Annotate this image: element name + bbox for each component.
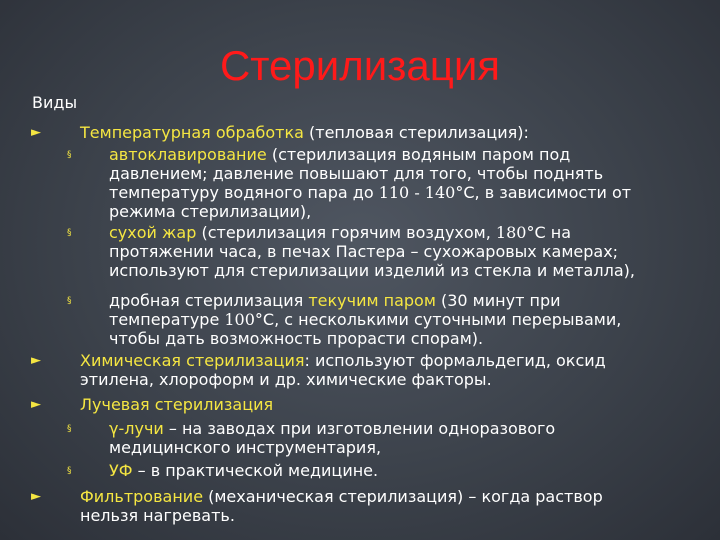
list-item-dry-heat [109,223,704,280]
square-bullet-icon: § [67,228,72,238]
desc-fractional-line3: чтобы дать возможность прорасти спорам). [109,329,484,348]
desc-fractional: (30 минут при [435,291,561,310]
desc-gamma: – на заводах при изготовлении одноразового [163,419,556,438]
desc-dry-heat-b: С на [534,223,571,242]
temp-fractional: 100° [224,310,263,329]
square-bullet-icon: § [67,296,72,306]
square-bullet-icon: § [67,466,72,476]
list-item-chemical [80,351,680,389]
arrow-bullet-icon: ► [31,489,41,504]
section-heading: Виды [32,93,78,112]
arrow-bullet-icon: ► [31,353,41,368]
temp-dry-heat: 180° [495,223,535,242]
desc-autoclave-line3a: температуру водяного пара до [109,183,379,202]
term-uv: УФ [109,461,133,480]
desc-dry-heat-line2: протяжении часа, в печах Пастера – сухожаровых камерах; [109,242,619,261]
term-thermal: Температурная обработка [80,123,304,142]
list-item-fractional [109,291,704,348]
desc-uv: – в практической медицине. [132,461,379,480]
desc-gamma-line2: медицинского инструментария, [109,438,382,457]
desc-dry-heat-line3: используют для стерилизации изделий из стекла и металла), [109,261,635,280]
desc-autoclave-line4: режима стерилизации), [109,202,312,221]
list-item-uv [109,461,704,480]
desc-thermal: (тепловая стерилизация): [303,123,529,142]
arrow-bullet-icon: ► [31,125,41,140]
desc-filtration: (механическая стерилизация) – когда раствор [203,487,603,506]
desc-dry-heat: (стерилизация горячим воздухом, [196,223,496,242]
square-bullet-icon: § [67,150,72,160]
term-radiation: Лучевая стерилизация [80,395,274,414]
term-steam: текучим паром [308,291,436,310]
list-item-filtration [80,487,680,525]
term-fractional: дробная стерилизация [109,291,309,310]
desc-autoclave-line2: давлением; давление повышают для того, чтобы поднять [109,164,604,183]
desc-chemical: : используют формальдегид, оксид [304,351,606,370]
term-chemical: Химическая стерилизация [80,351,305,370]
term-filtration: Фильтрование [80,487,204,506]
square-bullet-icon: § [67,424,72,434]
list-item-autoclave [109,145,704,221]
list-item-gamma [109,419,704,457]
list-item-radiation [80,395,680,414]
list-item-thermal [80,123,680,142]
term-gamma: γ-лучи [109,419,164,438]
desc-filtration-line2: нельзя нагревать. [80,506,235,525]
term-autoclave: автоклавирование [109,145,267,164]
desc-fractional-line2a: температуре [109,310,225,329]
desc-chemical-line2: этилена, хлороформ и др. химические факторы. [80,370,492,389]
term-dry-heat: сухой жар [109,223,197,242]
desc-autoclave-line3b: С, в зависимости от [463,183,632,202]
temp-autoclave: 110 - 140° [378,183,464,202]
desc-autoclave: (стерилизация водяным паром под [266,145,571,164]
slide-title: Стерилизация [219,42,501,89]
desc-fractional-line2b: С, с несколькими суточными перерывами, [262,310,622,329]
arrow-bullet-icon: ► [31,397,41,412]
